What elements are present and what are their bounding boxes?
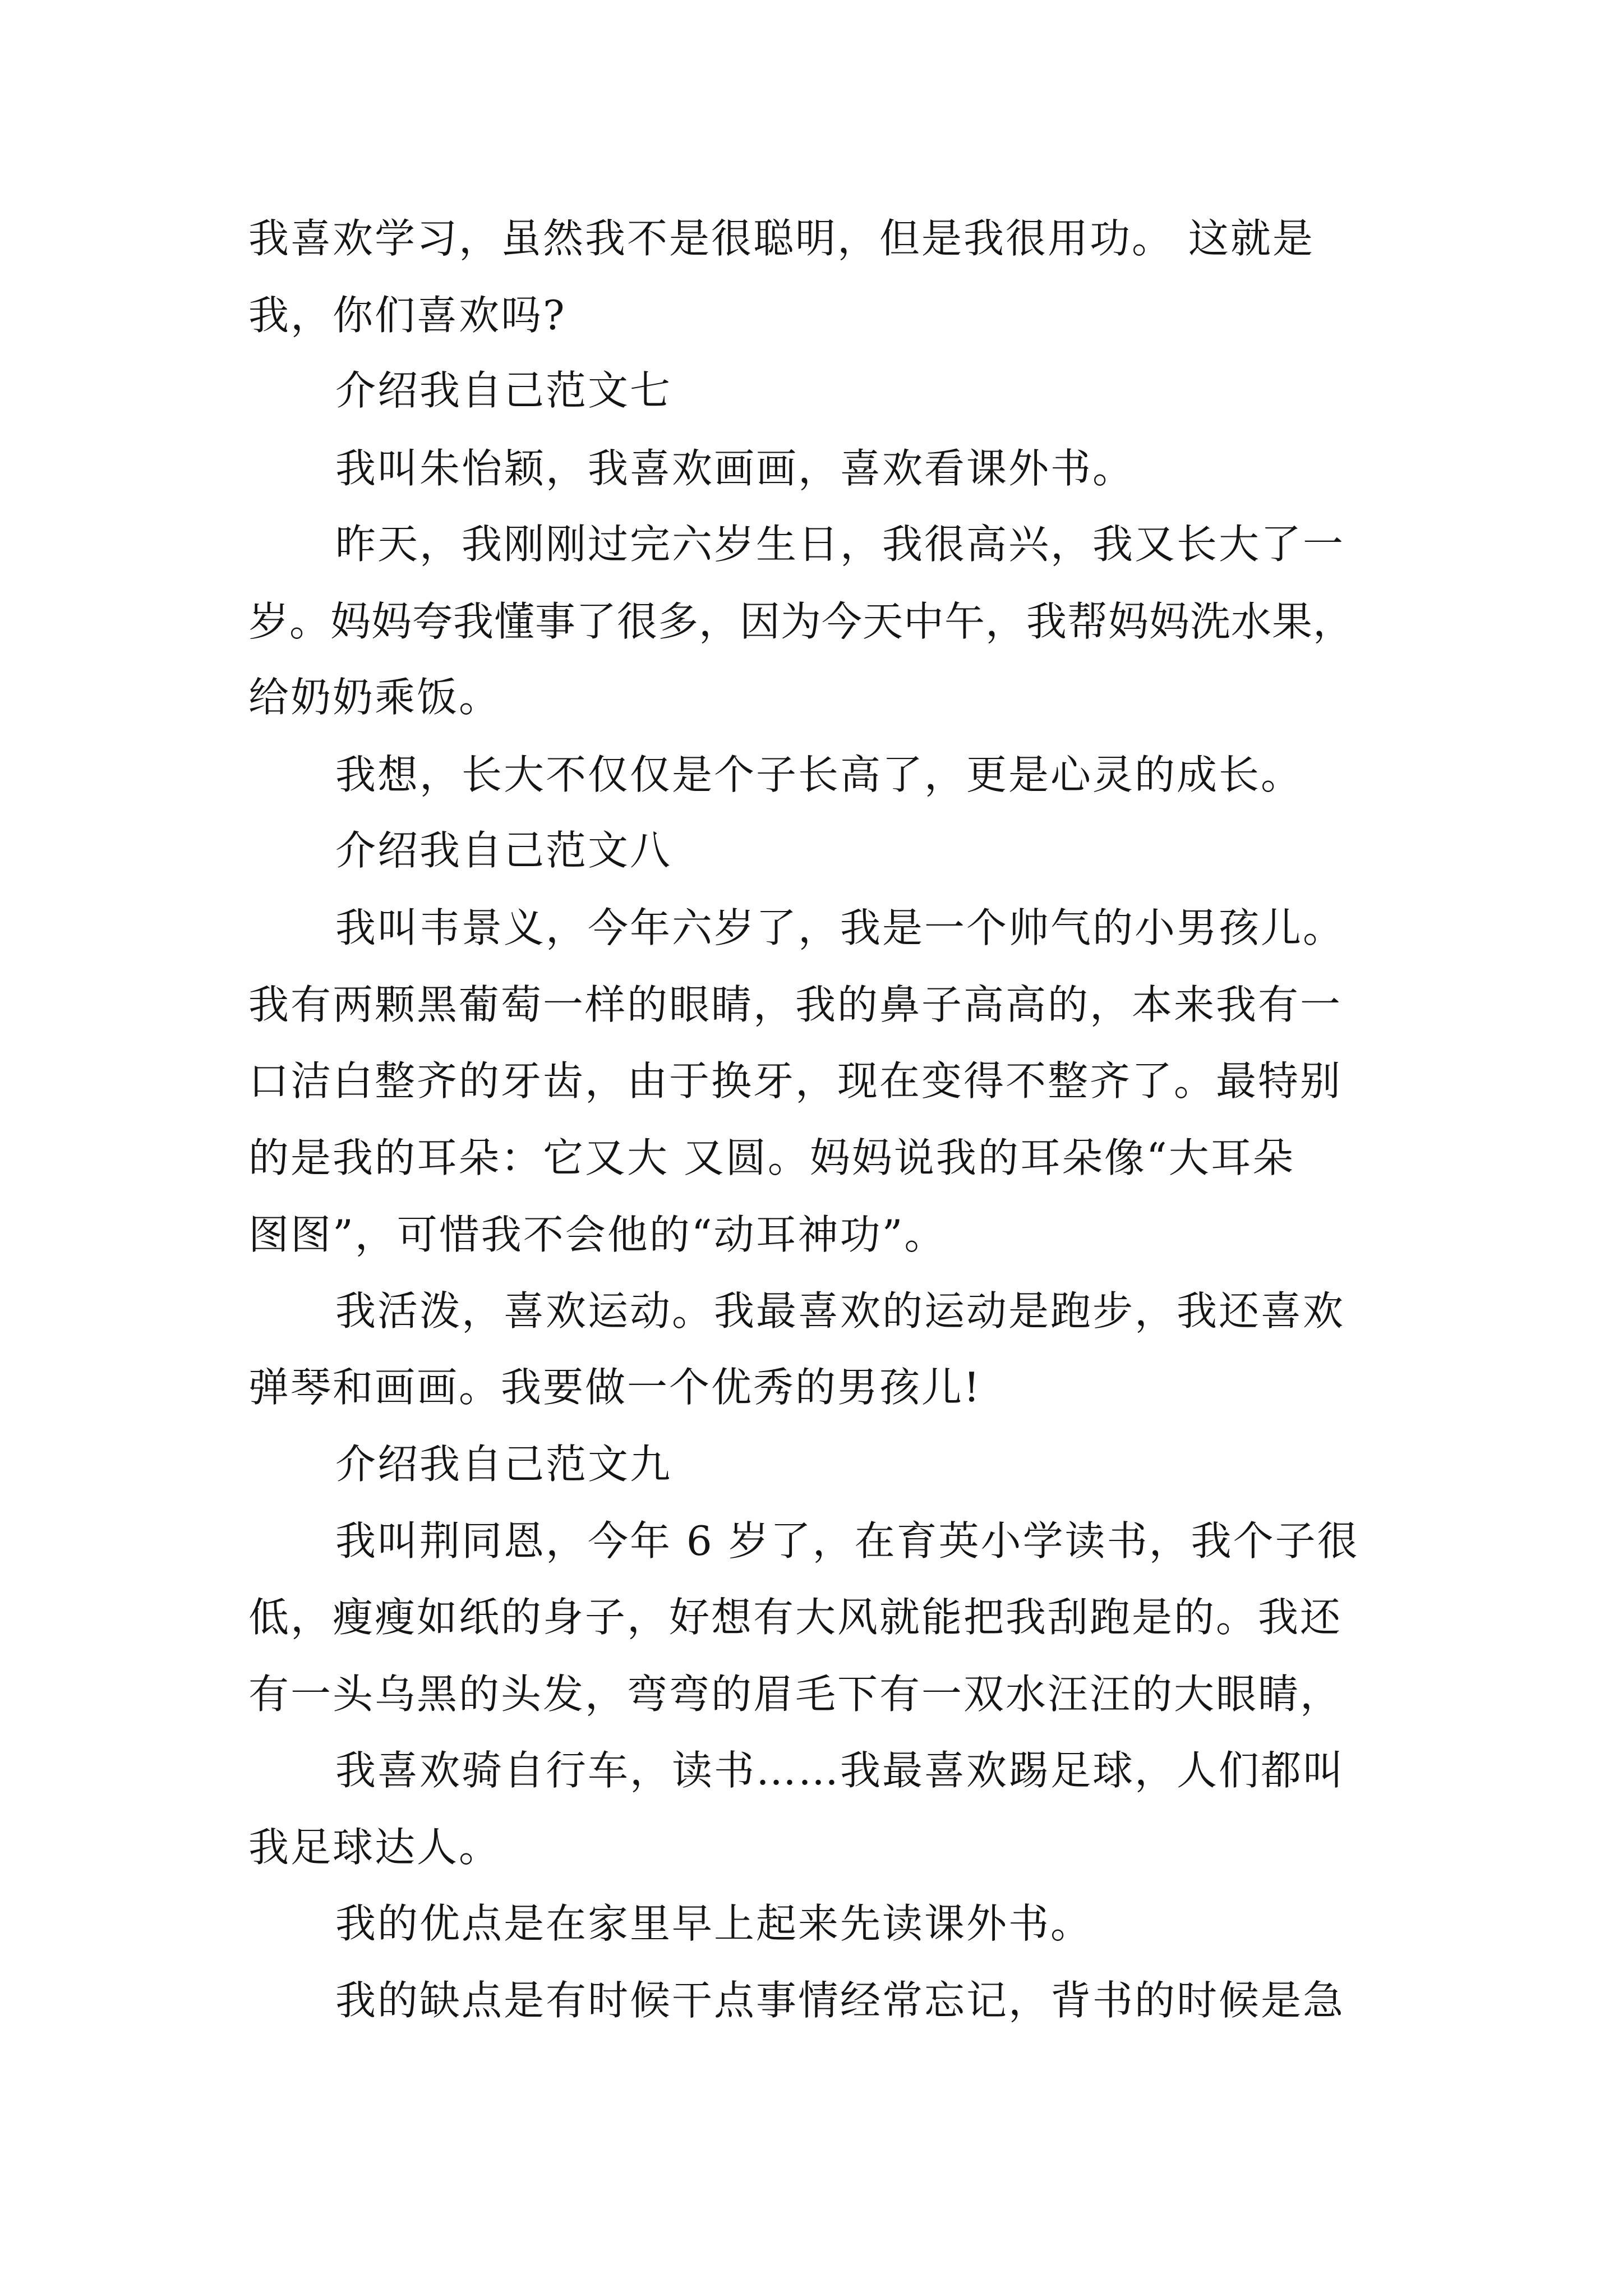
section-heading: 介绍我自己范文八 (335, 827, 672, 874)
text-line: 低，瘦瘦如纸的身子，好想有大风就能把我刮跑是的。我还 (248, 1594, 1343, 1641)
text-line: 弹琴和画画。我要做一个优秀的男孩儿! (248, 1364, 981, 1411)
text-line: 我的优点是在家里早上起来先读课外书。 (335, 1900, 1093, 1947)
text-line: 我叫荆同恩，今年 6 岁了，在育英小学读书，我个子很 (335, 1517, 1359, 1565)
text-line: 给奶奶乘饭。 (248, 674, 501, 721)
text-line: 昨天，我刚刚过完六岁生日，我很高兴，我又长大了一 (335, 521, 1345, 568)
text-line: 我有两颗黑葡萄一样的眼睛，我的鼻子高高的，本来我有一 (248, 981, 1343, 1028)
text-line: 岁。妈妈夸我懂事了很多，因为今天中午，我帮妈妈洗水果， (248, 598, 1354, 645)
text-line: 我，你们喜欢吗? (248, 292, 566, 339)
text-line: 我活泼，喜欢运动。我最喜欢的运动是跑步，我还喜欢 (335, 1287, 1345, 1335)
text-line: 的是我的耳朵：它又大 又圆。妈妈说我的耳朵像“大耳朵 (248, 1134, 1295, 1181)
section-heading: 介绍我自己范文七 (335, 367, 672, 414)
text-line: 我叫韦景义，今年六岁了，我是一个帅气的小男孩儿。 (335, 904, 1345, 951)
section-heading: 介绍我自己范文九 (335, 1441, 672, 1488)
text-line: 我的缺点是有时候干点事情经常忘记，背书的时候是急 (335, 1977, 1345, 2024)
text-line: 我叫朱怡颖，我喜欢画画，喜欢看课外书。 (335, 445, 1135, 492)
text-line: 我喜欢骑自行车，读书……我最喜欢踢足球，人们都叫 (335, 1747, 1345, 1794)
text-line: 图图”，可惜我不会他的“动耳神功”。 (248, 1211, 947, 1258)
text-line: 我足球达人。 (248, 1824, 501, 1871)
text-line: 口洁白整齐的牙齿，由于换牙，现在变得不整齐了。最特别 (248, 1057, 1343, 1105)
text-line: 我喜欢学习，虽然我不是很聪明，但是我很用功。 这就是 (248, 215, 1315, 262)
text-line: 有一头乌黑的头发，弯弯的眉毛下有一双水汪汪的大眼睛， (248, 1671, 1343, 1718)
text-line: 我想，长大不仅仅是个子长高了，更是心灵的成长。 (335, 751, 1303, 798)
